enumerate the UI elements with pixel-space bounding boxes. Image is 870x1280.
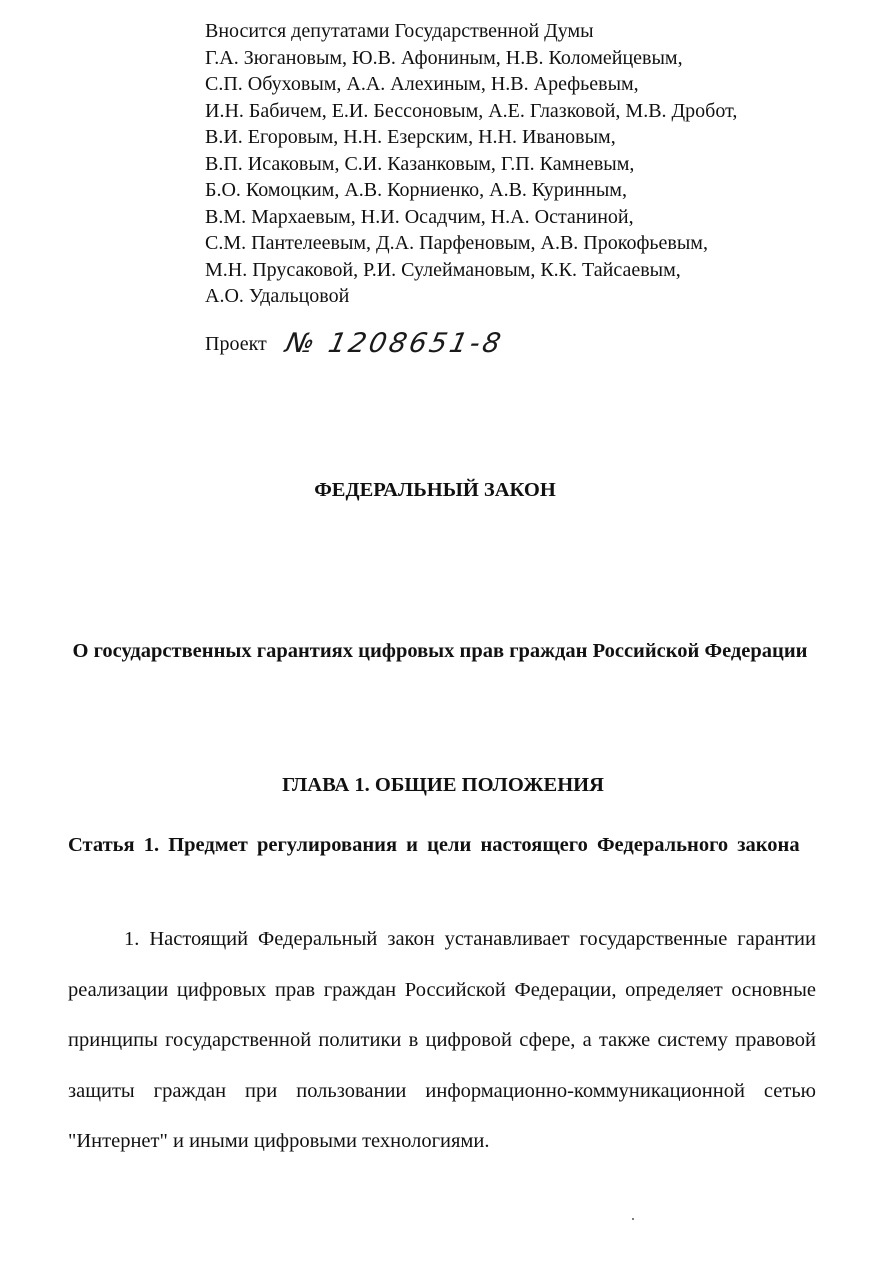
authors-line: Б.О. Комоцким, А.В. Корниенко, А.В. Куринным, [205,179,627,201]
authors-line: С.М. Пантелеевым, Д.А. Парфеновым, А.В. Прокофьевым, [205,232,708,254]
article-paragraph: 1. Настоящий Федеральный закон устанавливает государственные гарантии реализации цифровых прав граждан Российской Федерации, определяет основные принципы государственной политики в цифровой сфере, а также систему правовой защиты граждан при пользовании информационно-коммуникационной сетью "Интернет" и иными цифровыми технологиями. [68,928,816,1153]
chapter-heading: ГЛАВА 1. ОБЩИЕ ПОЛОЖЕНИЯ [282,774,604,796]
authors-line: И.Н. Бабичем, Е.И. Бессоновым, А.Е. Глазковой, М.В. Дробот, [205,99,738,122]
law-type-heading: ФЕДЕРАЛЬНЫЙ ЗАКОН [314,479,556,501]
scan-speck [632,1218,634,1220]
authors-line: М.Н. Прусаковой, Р.И. Сулеймановым, К.К. Тайсаевым, [205,258,681,281]
project-line [205,326,507,361]
project-label: Проект [205,333,267,356]
article-heading: Статья 1. Предмет регулирования и цели настоящего Федерального закона [68,834,800,856]
authors-line: С.П. Обуховым, А.А. Алехиным, Н.В. Арефьевым, [205,73,639,95]
authors-block [205,18,825,310]
authors-line: А.О. Удальцовой [205,285,350,307]
law-name-heading: О государственных гарантиях цифровых прав граждан Российской Федерации [72,640,808,662]
authors-line: В.М. Мархаевым, Н.И. Осадчим, Н.А. Останиной, [205,205,634,228]
handwritten-project-number: № 1208651-8 [282,328,507,360]
authors-line: В.И. Егоровым, Н.Н. Езерским, Н.Н. Ивановым, [205,126,616,148]
authors-line: В.П. Исаковым, С.И. Казанковым, Г.П. Камневым, [205,152,635,175]
authors-line: Г.А. Зюгановым, Ю.В. Афониным, Н.В. Коломейцевым, [205,46,683,69]
authors-line: Вносится депутатами Государственной Думы [205,20,594,42]
